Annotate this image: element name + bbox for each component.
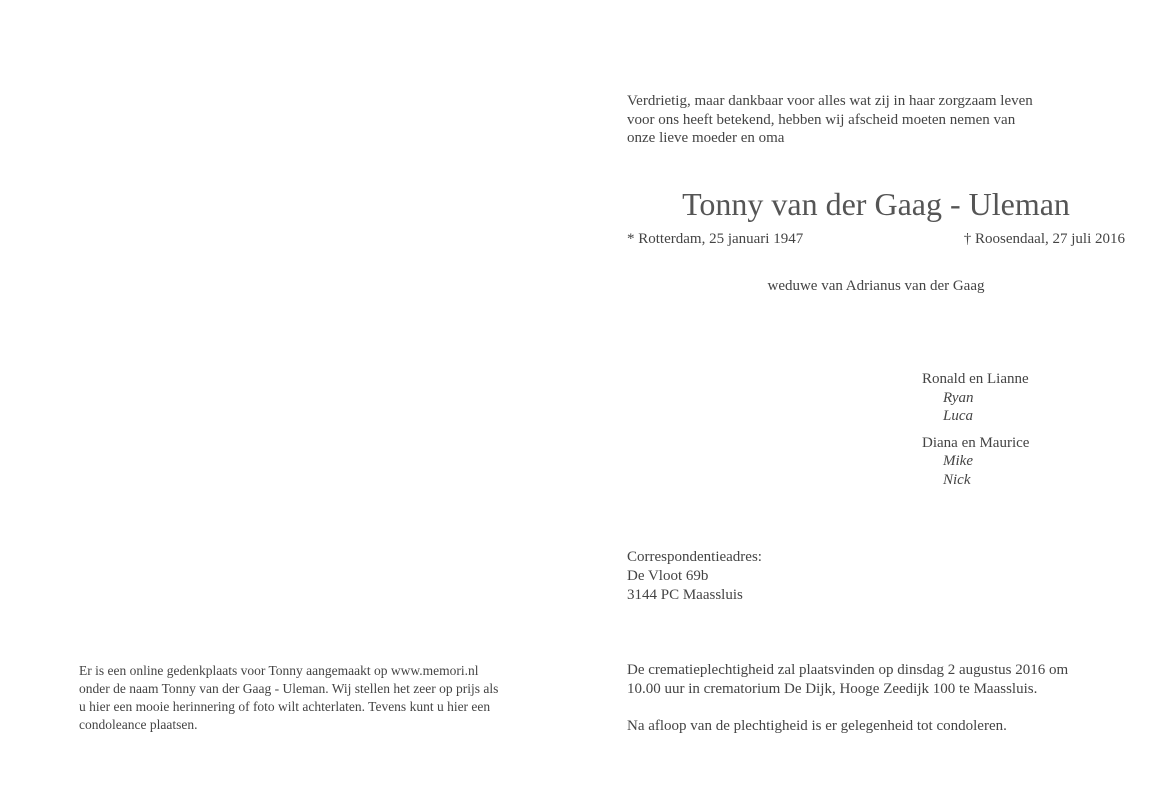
family-parents: Diana en Maurice	[922, 434, 1030, 451]
address-street: De Vloot 69b	[627, 568, 709, 584]
intro-line: Verdrietig, maar dankbaar voor alles wat zij in haar zorgzaam leven	[627, 93, 1033, 109]
intro-line: onze lieve moeder en oma	[627, 130, 785, 146]
correspondence-address	[627, 548, 762, 605]
address-label: Correspondentieadres:	[627, 549, 762, 565]
address-city: 3144 PC Maassluis	[627, 587, 743, 603]
family-group	[922, 434, 1029, 490]
online-memorial-note	[79, 662, 549, 734]
family-child: Ryan	[943, 389, 974, 406]
condolence-note: Na afloop van de plechtigheid is er gelegenheid tot condoleren.	[627, 718, 1007, 734]
widow-of: weduwe van Adrianus van der Gaag	[767, 278, 985, 294]
birth-info: * Rotterdam, 25 januari 1947	[627, 231, 804, 247]
deceased-name: Tonny van der Gaag - Uleman	[682, 186, 1070, 222]
ceremony-info	[627, 661, 1127, 699]
death-info: † Roosendaal, 27 juli 2016	[963, 231, 1125, 247]
family-child: Luca	[943, 408, 973, 424]
online-line: condoleance plaatsen.	[79, 717, 198, 732]
online-line: onder de naam Tonny van der Gaag - Uleman. Wij stellen het zeer op prijs als	[79, 681, 499, 696]
online-line: Er is een online gedenkplaats voor Tonny aangemaakt op www.memori.nl	[79, 663, 479, 678]
ceremony-line: De crematieplechtigheid zal plaatsvinden op dinsdag 2 augustus 2016 om	[627, 662, 1069, 678]
online-line: u hier een mooie herinnering of foto wilt achterlaten. Tevens kunt u hier een	[79, 699, 491, 714]
family-list	[922, 370, 1029, 497]
family-child: Mike	[943, 453, 973, 469]
intro-text	[627, 92, 1087, 148]
family-parents: Ronald en Lianne	[922, 371, 1029, 387]
intro-line: voor ons heeft betekend, hebben wij afscheid moeten nemen van	[627, 111, 1016, 128]
family-group	[922, 370, 1029, 426]
ceremony-line: 10.00 uur in crematorium De Dijk, Hooge Zeedijk 100 te Maassluis.	[627, 681, 1038, 697]
family-child: Nick	[943, 471, 971, 488]
